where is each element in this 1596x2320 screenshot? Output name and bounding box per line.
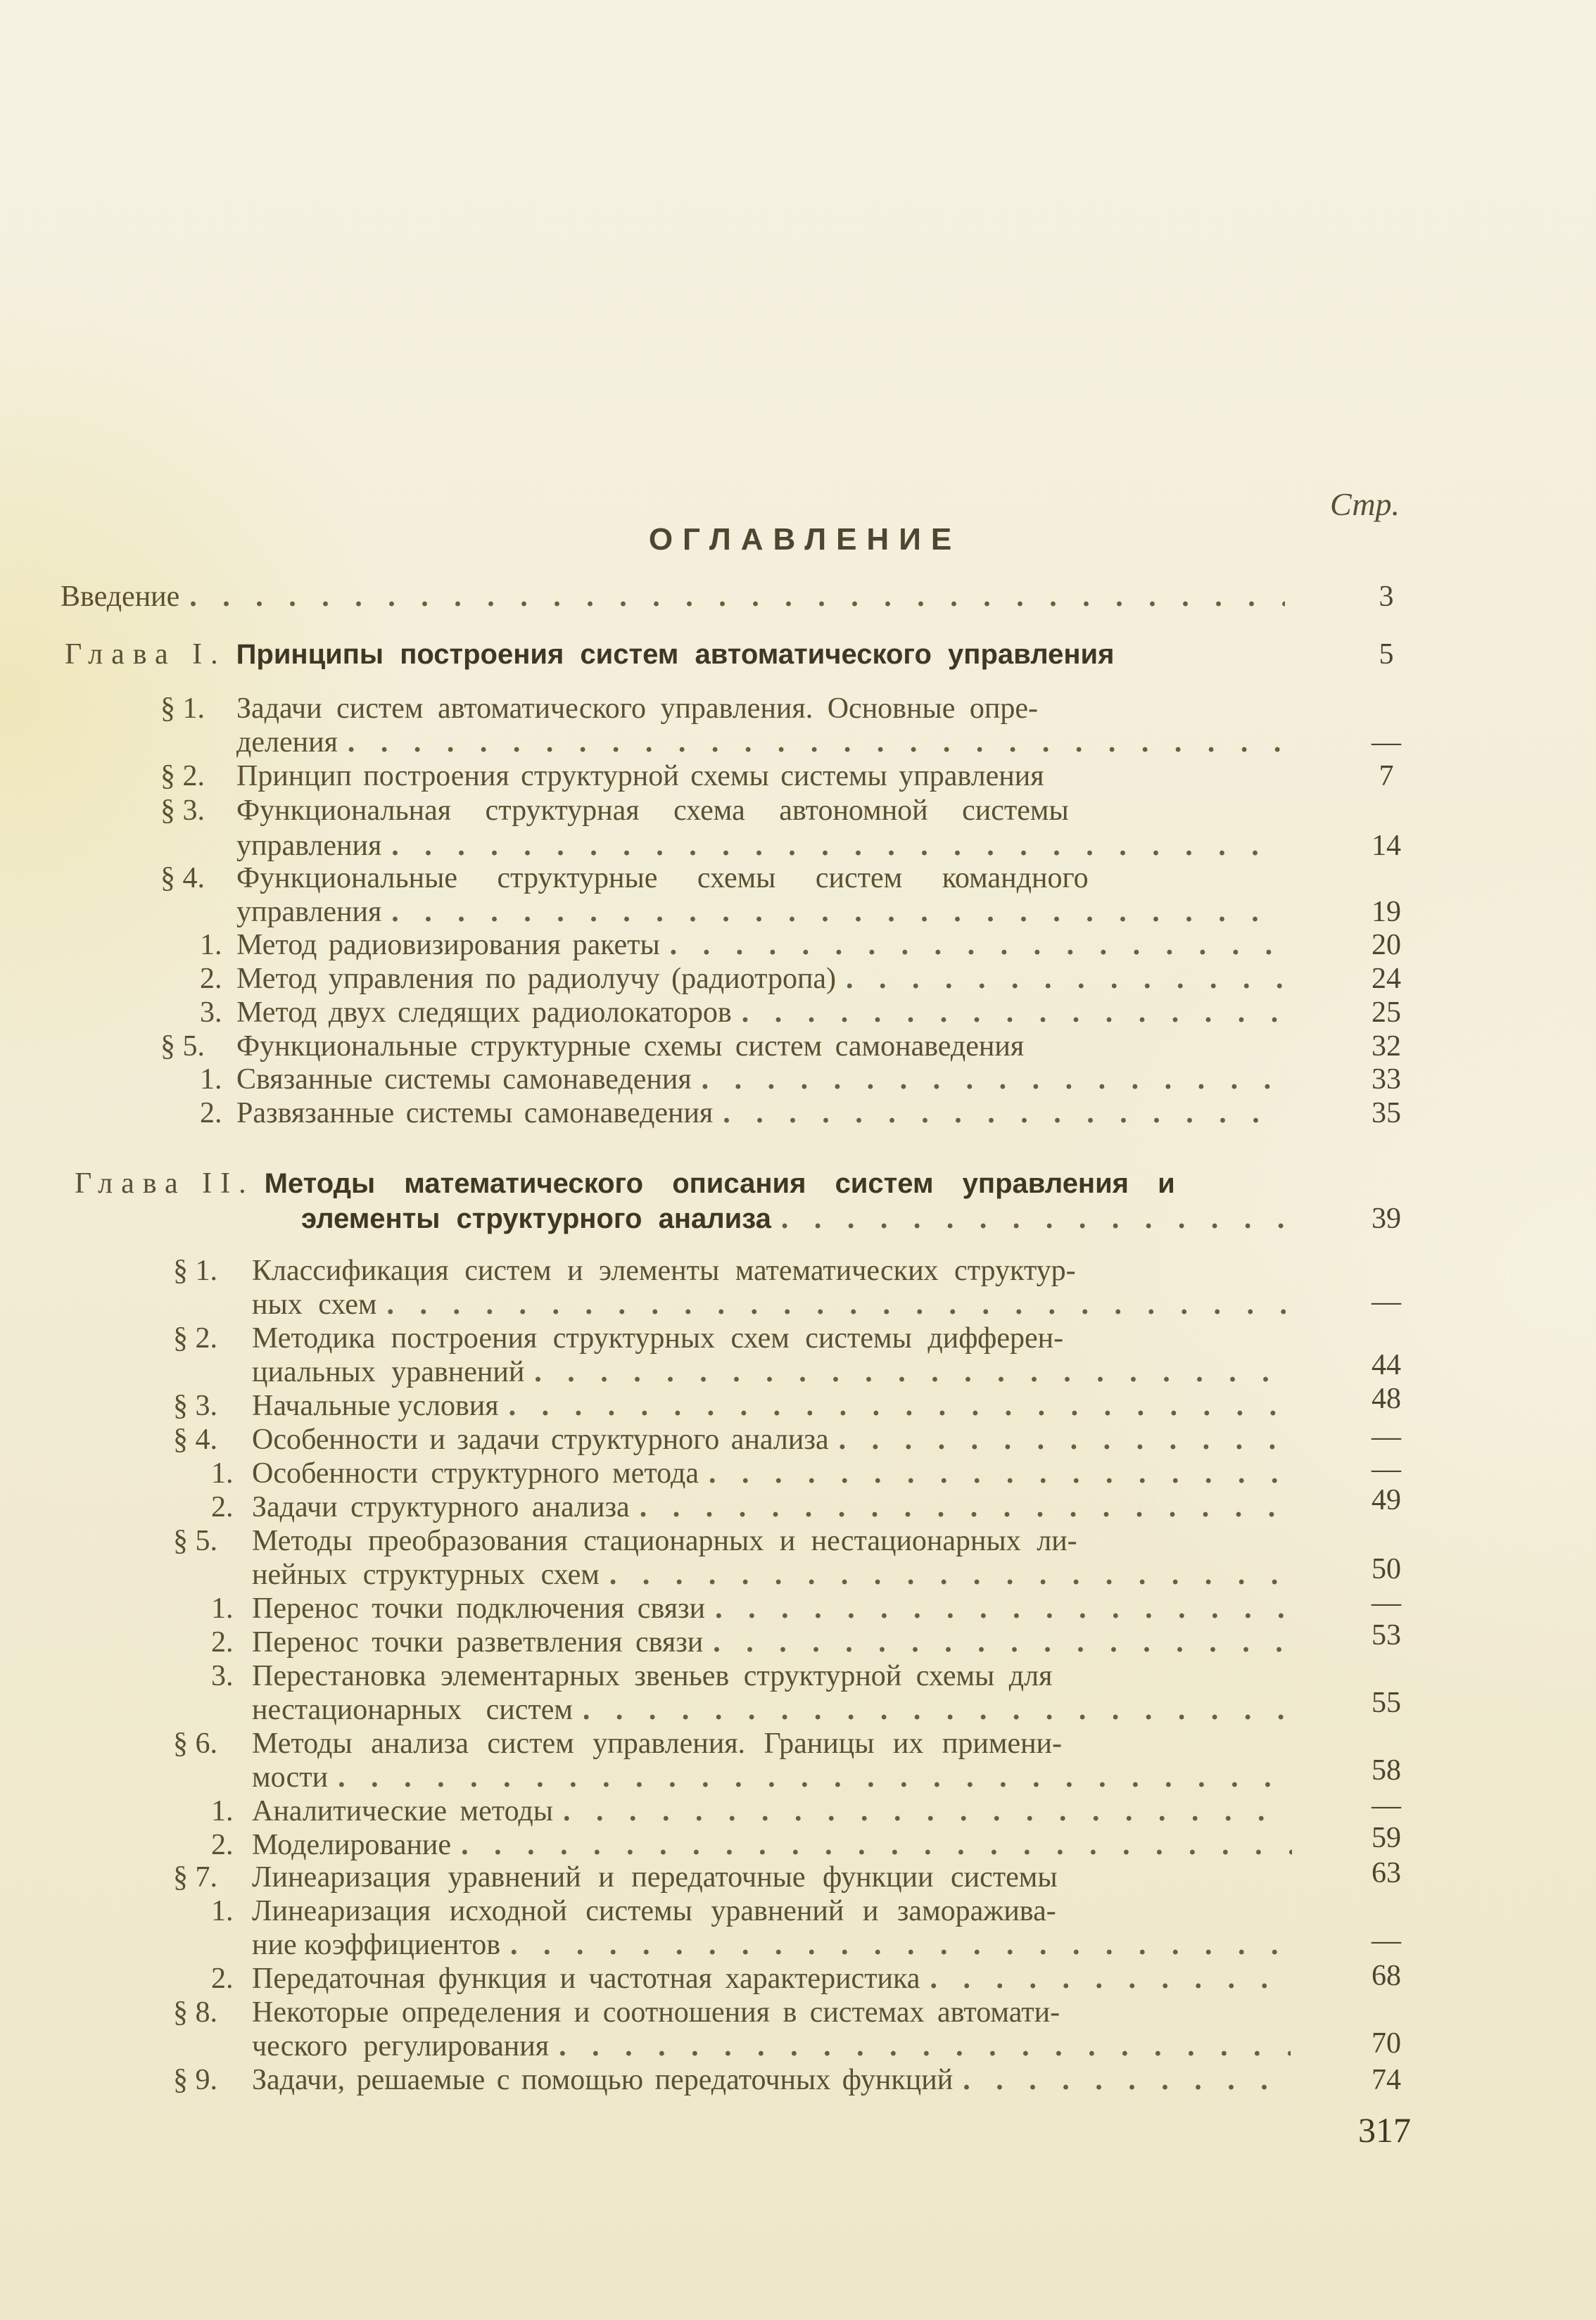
toc-section-continuation[interactable] [252,2029,1298,2063]
leader-dots [534,1355,1291,1389]
item-title: Метод двух следящих радиолокаторов [236,996,732,1029]
toc-subitem[interactable] [211,1794,1299,1828]
item-number: 1. [211,1457,234,1490]
page-ref: 50 [1372,1553,1401,1585]
section-number: § 8. [173,1996,217,2029]
toc-section[interactable] [173,1321,1299,1355]
toc-subitem[interactable] [200,928,1292,962]
section-title-cont: управления [236,830,382,862]
item-number: 2. [211,1491,234,1523]
section-number: § 4. [160,862,205,894]
page-ref: 19 [1372,896,1401,928]
page-ref: 63 [1372,1857,1401,1889]
toc-chapter-1[interactable] [65,638,1289,671]
page-ref: 35 [1372,1097,1401,1129]
toc-subitem[interactable] [211,1828,1299,1862]
section-number: § 7. [173,1861,217,1894]
toc-section[interactable] [160,794,1286,828]
toc-section[interactable] [160,861,1286,895]
item-title: Задачи структурного анализа [252,1491,630,1523]
section-number: § 3. [173,1390,217,1422]
toc-subitem[interactable] [200,1096,1292,1130]
leader-dots [963,2063,1292,2097]
toc-subitem[interactable] [211,1592,1299,1625]
chapter-title: Методы математического описания систем управления и [264,1168,1175,1199]
leader-dots [348,725,1285,759]
section-title-cont: деления [236,726,338,759]
toc-section[interactable] [173,1996,1299,2029]
section-title: Задачи, решаемые с помощью передаточных функций [252,2064,954,2096]
item-number: 1. [211,1592,234,1625]
page-ref: — [1372,726,1401,759]
toc-subitem[interactable] [211,1962,1299,1996]
page-ref: 59 [1372,1822,1401,1854]
toc-section-continuation[interactable] [236,895,1292,929]
section-number: § 2. [173,1322,217,1355]
toc-subitem[interactable] [200,1063,1292,1096]
item-title: Перестановка элементарных звеньев структурной схемы для [252,1660,1053,1692]
toc-entry-intro[interactable] [61,580,1292,614]
page-ref: — [1372,1421,1401,1453]
chapter-label: Глава II. [75,1167,255,1200]
leader-dots [709,1457,1292,1490]
page-ref: 44 [1372,1349,1401,1381]
section-number: § 5. [173,1525,217,1557]
page-ref: 53 [1372,1619,1401,1652]
section-number: § 4. [173,1424,217,1456]
toc-section-continuation[interactable] [236,725,1292,759]
page-ref: 24 [1372,963,1401,995]
item-title: Особенности структурного метода [252,1457,699,1490]
page-ref: 58 [1372,1754,1401,1787]
leader-dots [839,1423,1292,1457]
section-number: § 1. [173,1255,217,1287]
toc-section[interactable] [173,1524,1299,1558]
page-ref: 48 [1372,1383,1401,1415]
toc-subitem-continuation[interactable] [252,1928,1298,1962]
section-number: § 1. [160,692,205,725]
toc-section[interactable] [160,1029,1286,1063]
page-ref: 5 [1379,638,1394,671]
toc-section-continuation[interactable] [252,1355,1298,1389]
page-column-label: Стр. [1330,486,1400,522]
section-title-cont: мости [252,1761,329,1794]
leader-dots [713,1625,1292,1659]
item-number: 2. [200,963,222,995]
entry-label: Введение [61,581,180,613]
toc-subitem[interactable] [211,1457,1299,1490]
section-title-cont: ных схем [252,1288,377,1321]
toc-chapter-2[interactable] [75,1167,1299,1200]
section-title: Методика построения структурных схем системы дифферен- [252,1322,1064,1355]
item-title: Передаточная функция и частотная характеристика [252,1963,920,1995]
item-title: Связанные системы самонаведения [236,1063,692,1096]
section-number: § 3. [160,794,205,827]
page-ref: 32 [1372,1030,1401,1063]
leader-dots [742,996,1285,1029]
section-title: Особенности и задачи структурного анализа [252,1424,829,1456]
toc-chapter-2-continuation[interactable] [301,1202,1295,1236]
page-ref: 3 [1379,581,1394,613]
toc-subitem[interactable] [200,962,1292,996]
toc-section[interactable] [173,1727,1299,1761]
page-ref: 70 [1372,2027,1401,2060]
toc-subitem[interactable] [200,996,1292,1029]
item-title: Метод управления по радиолучу (радиотропа) [236,963,837,995]
leader-dots [559,2029,1291,2063]
toc-section[interactable] [173,1254,1299,1288]
leader-dots [930,1962,1292,1996]
item-number: 2. [211,1626,234,1659]
chapter-title-cont: элементы структурного анализа [301,1203,771,1234]
item-title: Метод радиовизирования ракеты [236,929,660,961]
leader-dots [563,1794,1292,1828]
page-ref: 25 [1372,996,1401,1029]
section-number: § 9. [173,2064,217,2096]
toc-section-continuation[interactable] [252,1761,1298,1794]
section-title-cont: ческого регулирования [252,2030,550,2062]
leader-dots [386,1288,1291,1321]
leader-dots [338,1761,1291,1794]
section-title: Принцип построения структурной схемы системы управления [236,760,1044,792]
item-number: 1. [200,929,222,961]
leader-dots [583,1693,1291,1727]
item-number: 3. [211,1660,234,1692]
leader-dots [715,1592,1292,1625]
page-ref: 20 [1372,929,1401,961]
toc-section[interactable] [173,1423,1299,1457]
page-ref: 68 [1372,1960,1401,1992]
section-number: § 5. [160,1030,205,1063]
leader-dots [670,928,1285,962]
item-number: 1. [211,1795,234,1827]
leader-dots [609,1558,1291,1592]
page-ref: 7 [1379,760,1394,792]
toc-section[interactable] [160,692,1286,725]
leader-dots [723,1096,1285,1130]
item-title: Развязанные системы самонаведения [236,1097,714,1129]
page-ref: 14 [1372,830,1401,862]
page-ref: — [1372,1789,1401,1822]
section-title-cont: циальных уравнений [252,1356,525,1388]
page-ref: 74 [1372,2064,1401,2096]
item-title: Аналитические методы [252,1795,553,1827]
item-number: 1. [211,1895,234,1927]
page-ref: — [1372,1587,1401,1619]
item-title-cont: ние коэффициентов [252,1929,501,1961]
leader-dots [391,829,1285,863]
toc-subitem[interactable] [211,1625,1299,1659]
section-title: Классификация систем и элементы математических структур- [252,1255,1076,1287]
leader-dots [781,1202,1288,1236]
section-title: Функциональные структурные схемы систем командного [236,862,1089,894]
toc-section[interactable] [160,759,1286,793]
page-ref: — [1372,1453,1401,1485]
section-title: Функциональная структурная схема автономной системы [236,794,1069,827]
page-ref: 39 [1372,1203,1401,1235]
item-title: Перенос точки подключения связи [252,1592,706,1625]
page-ref: 49 [1372,1484,1401,1516]
toc-section[interactable] [173,1389,1299,1423]
leader-dots [189,580,1285,614]
toc-section-continuation[interactable] [252,1558,1298,1592]
item-number: 2. [211,1829,234,1861]
section-title: Некоторые определения и соотношения в системах автомати- [252,1996,1060,2029]
page-ref: — [1372,1286,1401,1318]
page-ref: 55 [1372,1687,1401,1719]
section-title: Функциональные структурные схемы систем самонаведения [236,1030,1025,1063]
section-title: Методы анализа систем управления. Границы их примени- [252,1728,1063,1760]
section-number: § 6. [173,1728,217,1760]
leader-dots [461,1828,1292,1862]
leader-dots [510,1928,1291,1962]
section-title-cont: управления [236,896,382,928]
section-title: Начальные условия [252,1390,499,1422]
section-title: Задачи систем автоматического управления. Основные опре- [236,692,1038,725]
leader-dots [702,1063,1285,1096]
leader-dots [846,962,1285,996]
item-title: Моделирование [252,1829,452,1861]
item-number: 1. [200,1063,222,1096]
section-number: § 2. [160,760,205,792]
toc-section-continuation[interactable] [236,829,1292,863]
item-number: 2. [211,1963,234,1995]
section-title: Методы преобразования стационарных и нестационарных ли- [252,1525,1077,1557]
toc-subitem[interactable] [211,1894,1299,1928]
page-title: ОГЛАВЛЕНИЕ [648,522,962,557]
chapter-title: Принципы построения систем автоматического управления [236,639,1115,670]
leader-dots [391,895,1285,929]
toc-subitem[interactable] [211,1490,1299,1524]
toc-subitem-continuation[interactable] [252,1693,1298,1727]
toc-section-continuation[interactable] [252,1288,1298,1321]
leader-dots [640,1490,1292,1524]
page-ref: 33 [1372,1063,1401,1096]
toc-section[interactable] [173,1861,1299,1894]
chapter-label: Глава I. [65,638,227,671]
leader-dots [509,1389,1292,1423]
page-number: 317 [1358,2110,1411,2150]
item-title: Перенос точки разветвления связи [252,1626,704,1659]
section-title: Линеаризация уравнений и передаточные функции системы [252,1861,1058,1894]
toc-subitem[interactable] [211,1659,1299,1693]
toc-section[interactable] [173,2063,1299,2097]
item-number: 2. [200,1097,222,1129]
section-title-cont: нейных структурных схем [252,1559,600,1591]
item-number: 3. [200,996,222,1029]
item-title-cont: нестационарных систем [252,1694,573,1726]
item-title: Линеаризация исходной системы уравнений и заморажива- [252,1895,1056,1927]
page-ref: — [1372,1925,1401,1957]
